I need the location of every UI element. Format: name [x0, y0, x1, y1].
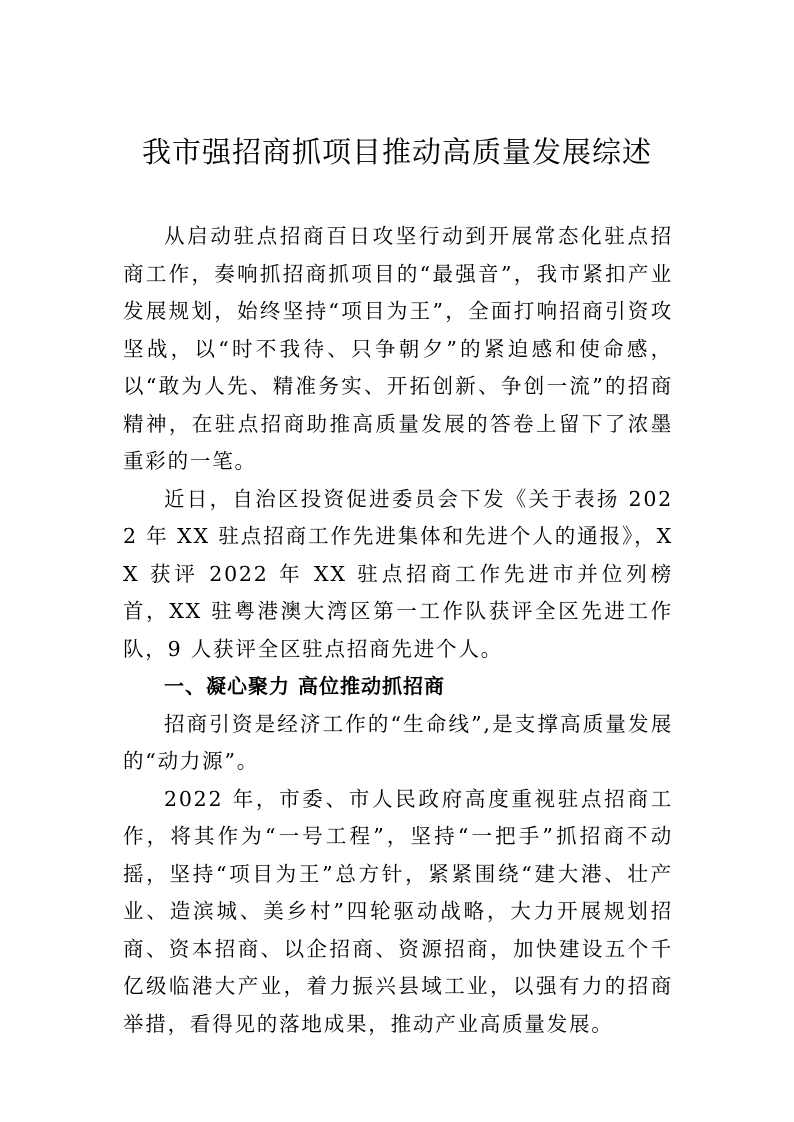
document-title: 我市强招商抓项目推动高质量发展综述: [141, 135, 652, 169]
paragraph-lifeline: 招商引资是经济工作的“生命线”,是支撑高质量发展的“动力源”。: [123, 711, 673, 773]
paragraph-intro: 从启动驻点招商百日攻坚行动到开展常态化驻点招商工作，奏响抓招商抓项目的“最强音”，我市紧扣产业发展规划，始终坚持“项目为王”，全面打响招商引资攻坚战，以“时不我待、只争朝夕”的紧迫感和使命感，以“敢为人先、精准务实、开拓创新、争创一流”的招商精神，在驻点招商助推高质量发展的答卷上留下了浓墨重彩的一笔。: [123, 224, 673, 473]
paragraph-2022-work: 2022 年，市委、市人民政府高度重视驻点招商工作，将其作为“一号工程”，坚持“一把手”抓招商不动摇，坚持“项目为王”总方针，紧紧围绕“建大港、壮产业、造滨城、美乡村”四轮驱动战略，大力开展规划招商、资本招商、以企招商、资源招商，加快建设五个千亿级临港大产业，着力振兴县域工业，以强有力的招商举措，看得见的落地成果，推动产业高质量发展。: [123, 786, 673, 1036]
section-heading: 一、凝心聚力 高位推动抓招商: [164, 674, 445, 698]
paragraph-commendation: 近日，自治区投资促进委员会下发《关于表扬 2022 年 XX 驻点招商工作先进集体和先进个人的通报》，XX 获评 2022 年 XX 驻点招商工作先进市并位列榜首，XX 驻粤港澳大湾区第一工作队获评全区先进工作队，9 人获评全区驻点招商先进个人。: [123, 486, 673, 661]
document-body: [123, 218, 673, 1043]
